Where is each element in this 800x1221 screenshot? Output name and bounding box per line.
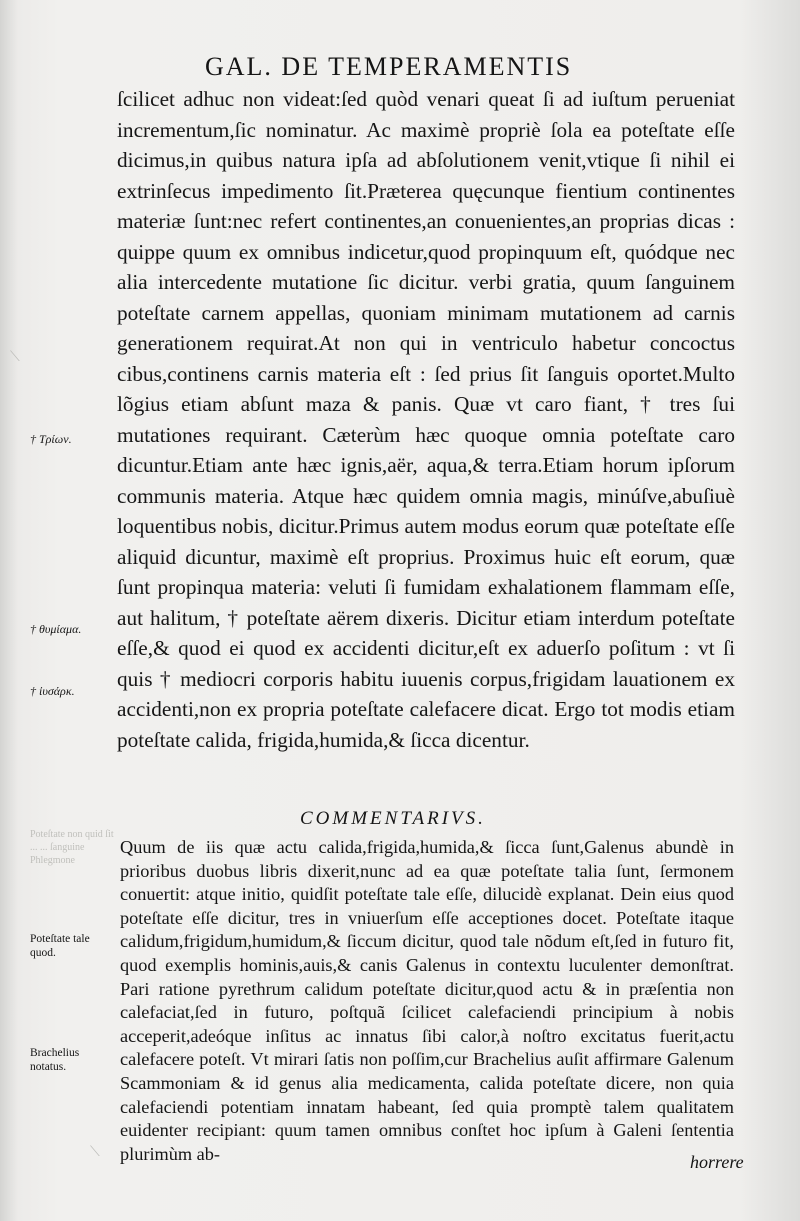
margin-note-brachelius: Brachelius notatus. [30, 1047, 80, 1073]
margin-note-potestate: Poteſtate tale quod. [30, 933, 90, 959]
faint-show-through-note: Poteſtate non quid ſit ... ... ſanguine Phlegmone [30, 829, 114, 866]
margin-note-greek-1: † Τρίων. [30, 432, 72, 446]
commentary-paragraph: Quum de iis quæ actu calida,frigida,humida,& ſicca ſunt,Galenus abundè in prioribus duobus libris dixerit,nunc ad ea quæ poteſtate talia ſunt, ſermonem conuertit: atque initio, quidſit poteſtate tale eſſe, dilucidè explanat. Dein eius quod poteſtate eſſe dicitur, tres in vniuerſum eſſe acceptiones docet. Poteſtate itaque calidum,frigidum,humidum,& ſiccum dicitur, quod tale nõdum eſt,ſed in futuro fit, quod exemplis hominis,auis,& canis Galenus in contextu luculenter demonſtrat. Pari ratione pyrethrum calidum poteſtate dicitur,quod actu & in præſentia non calefaciat,ſed in futuro, poſtquã ſcilicet calefaciendi principium à nobis acceperit,adeóque inſitus ac innatus ſibi calor,à noſtro excitatus fuerit,actu calefacere poteſt. Vt mirari ſatis non poſſim,cur Brachelius auſit affirmare Galenum Scammoniam & id genus alia medicamenta, calida poteſtate dicere, non quia calefaciendi potentiam innatam habeant, ſed quia promptè talem qualitatem euidenter recipiant: quum tamen omnibus conſtet hoc ipſum à Galeni ſententia plurimùm ab- [120, 837, 734, 1164]
catchword: horrere [690, 1152, 744, 1172]
margin-note-greek-3: † ἰυσάρκ. [30, 684, 75, 698]
margin-note-greek-2: † θυμίαμα. [30, 622, 82, 636]
main-paragraph: ſcilicet adhuc non videat:ſed quòd venari queat ſi ad iuſtum perueniat incrementum,ſic nominatur. Ac maximè propriè ſola ea poteſtate eſſe dicimus,in quibus natura ipſa ad abſolutionem venit,vtique ſi nihil ei extrinſecus impedimento ſit.Præterea quęcunque fientium continentes materiæ ſunt:nec refert continentes,an conuenientes,an proprias dicas : quippe quum ex omnibus indicetur,quod propinquum eſt, quódque nec alia intercedente mutatione ſic dicitur. verbi gratia, quum ſanguinem poteſtate carnem appellas, quoniam minimam mutationem ad carnis generationem requirat.At non qui in ventriculo habetur concoctus cibus,continens carnis materia eſt : ſed prius ſit ſanguis oportet.Multo lõgius etiam abſunt maza & panis. Quæ vt caro fiant, † tres ſui mutationes requirant. Cæterùm hæc quoque omnia poteſtate caro dicuntur.Etiam ante hæc ignis,aër, aqua,& terra.Etiam horum ipſorum communis materia. Atque hæc quidem omnia magis, minúſve,abuſiuè loquentibus nobis, dicitur.Primus autem modus eorum quæ poteſtate eſſe aliquid dicuntur, maximè eſt proprius. Proximus huic eſt eorum, quæ ſunt propinqua materia: veluti ſi fumidam exhalationem flammam eſſe, aut halitum, † poteſtate aërem dixeris. Dicitur etiam interdum poteſtate eſſe,& quod ei quod ex accidenti dicitur,eſt ex aduerſo poſitum : vt ſi quis † mediocri corporis habitu iuuenis corpus,frigidam lauationem ex accidenti,non ex propria poteſtate calefacere dicat. Ergo tot modis etiam poteſtate calida, frigida,humida,& ſicca dicentur. [117, 87, 735, 752]
running-title: GAL. DE TEMPERAMENTIS [205, 52, 573, 81]
commentary-title: COMMENTARIVS. [300, 808, 486, 829]
page-spot: ⟍ [10, 350, 20, 365]
page-spot: ⟍ [90, 1145, 100, 1160]
commentary-text-block [120, 836, 734, 1166]
main-text-block [117, 84, 735, 755]
